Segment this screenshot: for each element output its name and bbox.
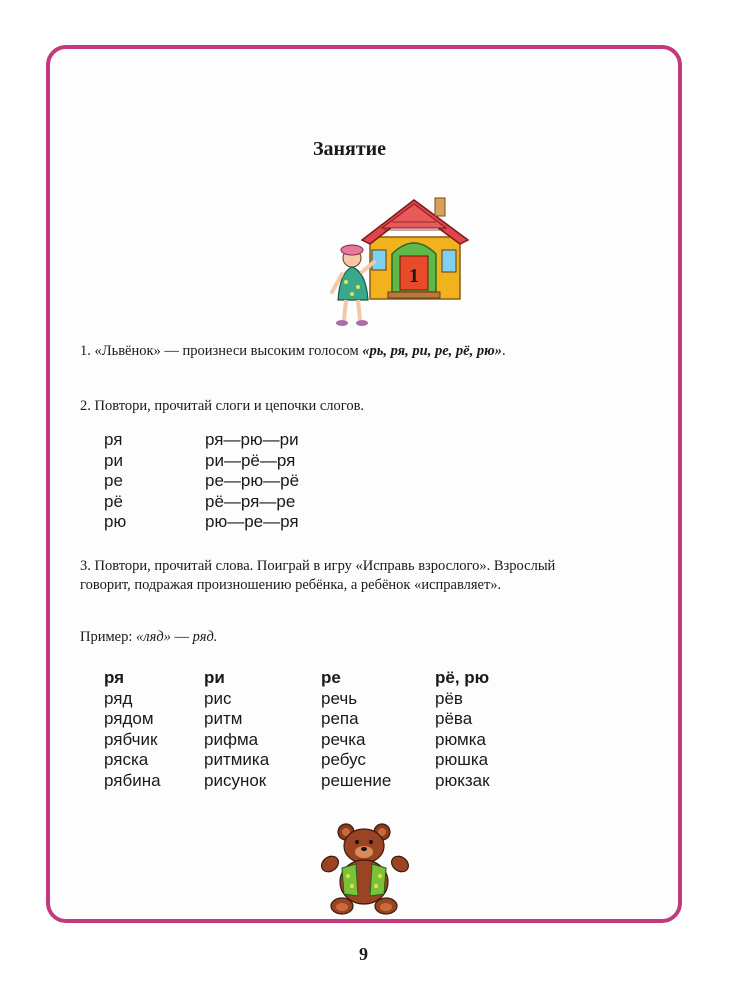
word: рисунок (204, 770, 267, 790)
word: рюмка (435, 729, 486, 749)
word: репа (321, 709, 359, 729)
syllable-chain: рю—ре—ря (205, 512, 299, 531)
house-illustration (322, 192, 472, 332)
syllable-chain: ря—рю—ри (205, 430, 299, 449)
syllable-table (104, 430, 365, 533)
word: рифма (204, 729, 259, 749)
word-column (321, 668, 435, 792)
syllable-chain: рё—ря—ре (205, 491, 296, 511)
word: рёва (435, 709, 473, 729)
syllable-row (104, 430, 365, 451)
word: решение (321, 770, 392, 790)
word: рядом (104, 709, 154, 729)
task-1: 1. «Львёнок» — произнеси высоким голосом «рь, ря, ри, ре, рё, рю». (80, 343, 506, 359)
syllable: ря (104, 430, 123, 449)
syllable-chain: ре—рю—рё (205, 471, 300, 490)
bear-illustration (318, 822, 412, 918)
word: ряд (104, 688, 133, 708)
word-table (104, 668, 535, 792)
word-column (104, 668, 204, 792)
syllable-row (104, 471, 365, 492)
word-column (435, 668, 535, 792)
page-number: 9 (359, 944, 368, 964)
task-2: 2. Повтори, прочитай слоги и цепочки слогов. (80, 398, 365, 414)
syllable: рю (104, 512, 127, 531)
syllable: ре (104, 471, 123, 490)
word: рюшка (435, 750, 489, 770)
word: речка (321, 729, 366, 749)
word: ритмика (204, 750, 270, 770)
house-number: 1 (409, 265, 419, 287)
syllable-row (104, 492, 365, 513)
page-title: Занятие (312, 138, 387, 160)
column-header: рё, рю (435, 668, 490, 687)
word: рябина (104, 770, 161, 790)
syllable-row (104, 512, 365, 533)
word: рёв (435, 688, 463, 708)
word: речь (321, 688, 358, 708)
word-column (204, 668, 321, 792)
word: рис (204, 688, 232, 708)
syllable-chain: ри—рё—ря (205, 450, 296, 470)
example-line: Пример: «ляд» — ряд. (80, 629, 218, 645)
word: рябчик (104, 729, 158, 749)
word: ряска (104, 750, 149, 770)
word: ритм (204, 709, 243, 729)
task-3: 3. Повтори, прочитай слова. Поиграй в игру «Исправь взрослого». Взрослый говорит, подражая произношению ребёнка, а ребёнок «исправляет». (80, 558, 556, 593)
syllable-row (104, 451, 365, 472)
word: рюкзак (435, 770, 490, 790)
syllable: рё (104, 491, 123, 511)
column-header: ри (204, 668, 225, 687)
word: ребус (321, 750, 366, 770)
column-header: ря (104, 668, 125, 687)
column-header: ре (321, 668, 341, 687)
syllable: ри (104, 450, 123, 470)
